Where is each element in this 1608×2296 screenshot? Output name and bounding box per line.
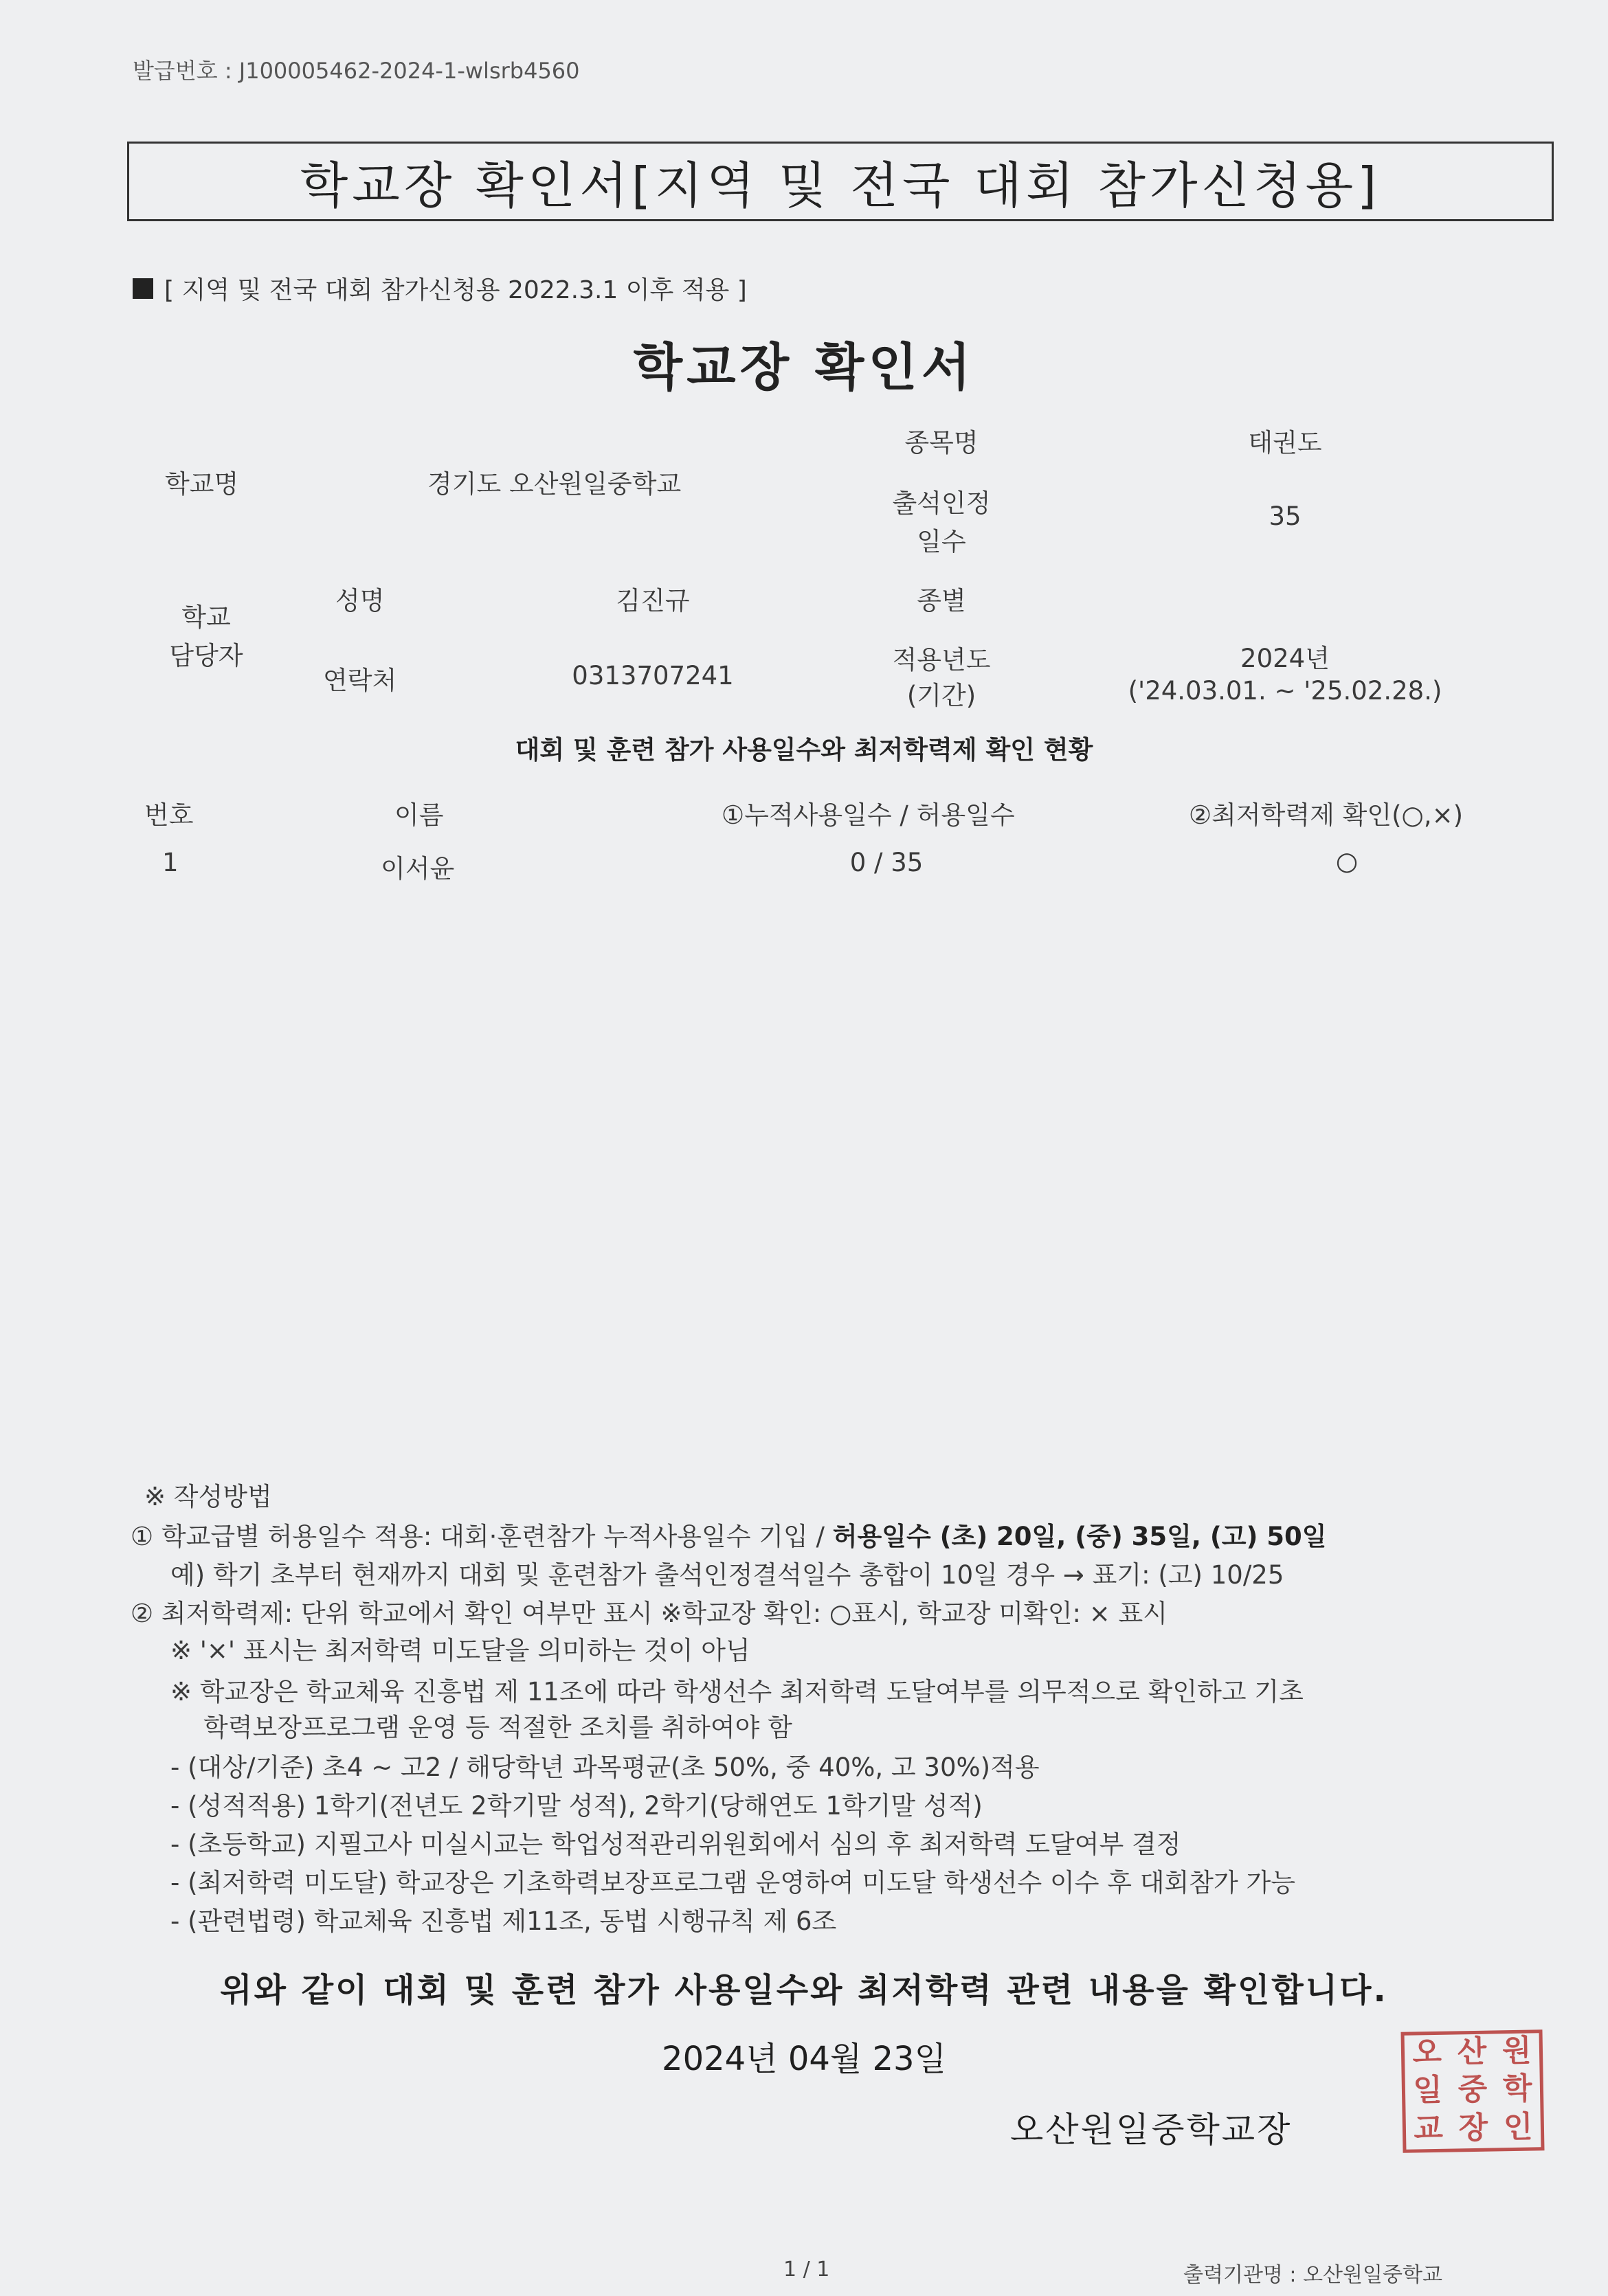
method-line-1 (131, 1516, 1327, 1553)
name-value: 김진규 (616, 586, 690, 616)
header-name: 이름 (394, 800, 444, 830)
row-name: 이서윤 (381, 854, 455, 883)
seal-char: 일 (1412, 2073, 1443, 2108)
contact-label: 연락처 (323, 666, 397, 695)
attendance-value: 35 (1269, 502, 1302, 531)
year-value-line2: ('24.03.01. ~ '25.02.28.) (1128, 676, 1442, 706)
method-line-3: ② 최저학력제: 단위 학교에서 확인 여부만 표시 ※학교장 확인: ○표시, 학교장 미확인: × 표시 (131, 1599, 1168, 1628)
event-value: 태권도 (1248, 428, 1322, 458)
attendance-label-line1: 출석인정 (892, 488, 991, 518)
manager-label-line2: 담당자 (169, 641, 243, 671)
method-title: ※ 작성방법 (144, 1482, 272, 1511)
method-line-2: 예) 학기 초부터 현재까지 대회 및 훈련참가 출석인정결석일수 총합이 10일 경우 → 표기: (고) 10/25 (170, 1560, 1284, 1590)
seal-char: 교 (1413, 2111, 1444, 2147)
seal-char: 학 (1502, 2071, 1532, 2107)
method-line-10: - (최저학력 미도달) 학교장은 기초학력보장프로그램 운영하여 미도달 학생선수 이수 후 대회참가 가능 (170, 1868, 1296, 1898)
document-title: 학교장 확인서 (633, 338, 975, 397)
seal-char: 오 (1411, 2034, 1442, 2071)
row-number: 1 (162, 848, 179, 877)
main-title: 학교장 확인서[지역 및 전국 대회 참가신청용] (127, 142, 1554, 221)
seal-char: 인 (1503, 2109, 1533, 2145)
attendance-label-line2: 일수 (917, 527, 966, 556)
method-line-11: - (관련법령) 학교체육 진흥법 제11조, 동법 시행규칙 제 6조 (170, 1906, 837, 1936)
school-value: 경기도 오산원일중학교 (427, 469, 682, 499)
seal-char: 원 (1501, 2033, 1532, 2069)
header-number: 번호 (144, 800, 194, 830)
manager-label-line1: 학교 (181, 603, 231, 632)
seal-char: 장 (1458, 2110, 1488, 2146)
method-line-7: - (대상/기준) 초4 ~ 고2 / 해당학년 과목평균(초 50%, 중 40%, 고 30%)적용 (170, 1753, 1040, 1782)
event-label: 종목명 (904, 428, 979, 458)
method-line-1b: 허용일수 (초) 20일, (중) 35일, (고) 50일 (832, 1522, 1327, 1551)
row-check: ○ (1335, 846, 1359, 876)
method-line-1a: ① 학교급별 허용일수 적용: 대회·훈련참가 누적사용일수 기입 / (131, 1522, 833, 1551)
row-days: 0 / 35 (849, 848, 924, 877)
square-bullet-icon (133, 278, 153, 299)
contact-value: 0313707241 (572, 661, 734, 690)
method-line-4: ※ '×' 표시는 최저학력 미도달을 의미하는 것이 아님 (170, 1636, 750, 1665)
year-label-line2: (기간) (906, 681, 976, 710)
issue-number: 발급번호 : J100005462-2024-1-wlsrb4560 (133, 58, 580, 84)
output-institution: 출력기관명 : 오산원일중학교 (1183, 2263, 1442, 2287)
status-table-title: 대회 및 훈련 참가 사용일수와 최저학력제 확인 현황 (515, 735, 1093, 765)
method-line-6: 학력보장프로그램 운영 등 적절한 조치를 취하여야 함 (203, 1713, 792, 1742)
method-line-9: - (초등학교) 지필고사 미실시교는 학업성적관리위원회에서 심의 후 최저학력 도달여부 결정 (170, 1830, 1181, 1859)
year-label-line1: 적용년도 (892, 645, 991, 675)
principal-signature: 오산원일중학교장 (1010, 2110, 1293, 2150)
name-label: 성명 (335, 586, 385, 616)
header-days: ①누적사용일수 / 허용일수 (722, 800, 1015, 830)
header-check: ②최저학력제 확인(○,×) (1189, 800, 1464, 830)
type-label: 종별 (917, 586, 966, 616)
subheading (133, 271, 747, 306)
official-seal (1400, 2029, 1544, 2153)
seal-char: 산 (1457, 2034, 1487, 2070)
year-value-line1: 2024년 (1240, 644, 1330, 673)
confirmation-statement: 위와 같이 대회 및 훈련 참가 사용일수와 최저학력 관련 내용을 확인합니다. (220, 1971, 1388, 2010)
subheading-text: [ 지역 및 전국 대회 참가신청용 2022.3.1 이후 적용 ] (164, 276, 747, 304)
issue-date: 2024년 04월 23일 (662, 2040, 946, 2078)
method-line-5: ※ 학교장은 학교체육 진흥법 제 11조에 따라 학생선수 최저학력 도달여부를 의무적으로 확인하고 기초 (170, 1677, 1304, 1707)
method-line-8: - (성적적용) 1학기(전년도 2학기말 성적), 2학기(당해연도 1학기말 성적) (170, 1791, 983, 1821)
school-label: 학교명 (165, 469, 239, 499)
page-number: 1 / 1 (783, 2258, 830, 2282)
seal-char: 중 (1458, 2071, 1488, 2108)
